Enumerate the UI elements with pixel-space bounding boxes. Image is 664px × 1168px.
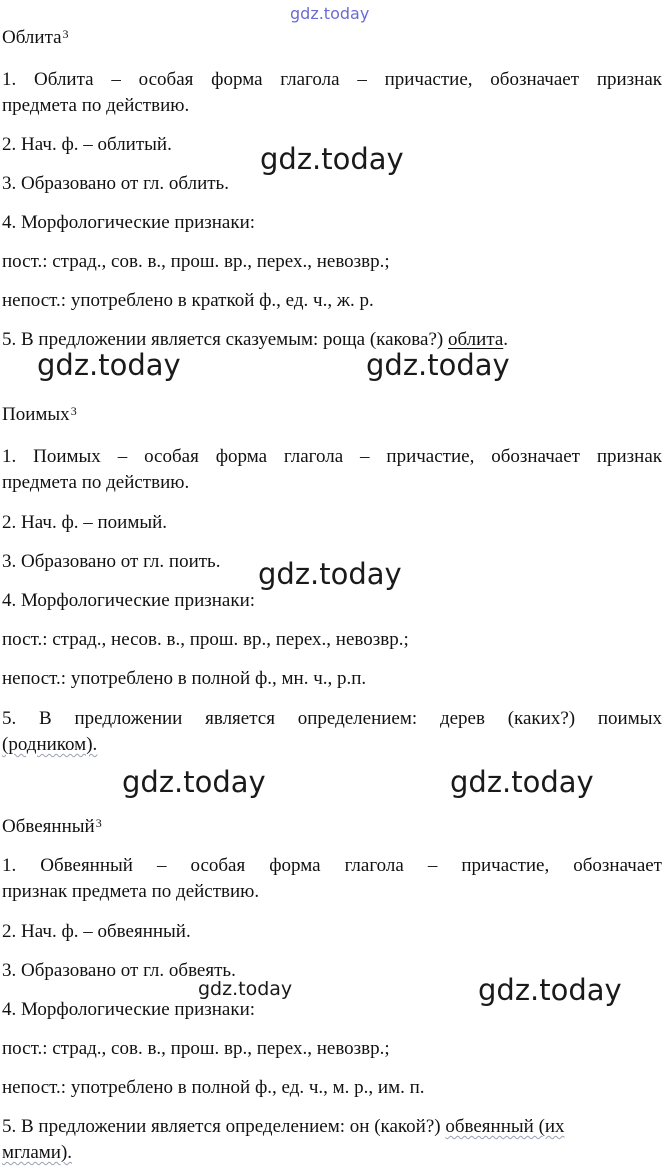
section-heading [2,26,69,50]
paragraph-line: 4. Морфологические признаки: [2,590,256,611]
paragraph-line: 5. В предложении является определением: он (какой?) обвеянный (их [2,1116,565,1137]
paragraph-line: предмета по действию. [2,95,190,116]
paragraph-line: предмета по действию. [2,472,190,493]
section-title: Облита [2,27,62,48]
watermark: gdz.today [450,765,594,799]
paragraph-line [2,733,97,757]
paragraph-line: 3. Образовано от гл. поить. [2,551,221,572]
watermark: gdz.today [198,978,293,1000]
footnote-mark: 3 [70,404,77,418]
paragraph-line: пост.: страд., сов. в., прош. вр., перех., невозвр.; [2,251,390,272]
paragraph-line: 2. Нач. ф. – поимый. [2,512,168,533]
watermark: gdz.today [478,973,622,1007]
paragraph-line: 3. Образовано от гл. облить. [2,173,229,194]
footnote-mark: 3 [62,27,69,41]
paragraph-line: 1. Обвеянный – особая форма глагола – причастие, обозначает [2,855,662,876]
paragraph-line: 2. Нач. ф. – обвеянный. [2,921,191,942]
paragraph-line: 1. Поимых – особая форма глагола – причастие, обозначает признак [2,446,662,467]
paragraph-line: признак предмета по действию. [2,881,260,902]
underlined-phrase: обвеянный (их [445,1116,565,1137]
watermark: gdz.today [290,4,370,23]
paragraph-line [2,1141,72,1165]
watermark: gdz.today [366,348,510,382]
underlined-phrase: мглами). [2,1142,73,1163]
watermark: gdz.today [122,765,266,799]
paragraph-line: 5. В предложении является определением: дерев (каких?) поимых [2,708,662,729]
underlined-word: облита [447,329,504,350]
footnote-mark: 3 [95,816,102,830]
paragraph-line: 1. Облита – особая форма глагола – причастие, обозначает признак [2,69,662,90]
paragraph-line: 4. Морфологические признаки: [2,212,256,233]
section-title: Поимых [2,404,70,425]
paragraph-line: 4. Морфологические признаки: [2,999,256,1020]
section-heading [2,815,102,839]
watermark: gdz.today [37,348,181,382]
section-title: Обвеянный [2,816,95,837]
section-heading [2,403,77,427]
paragraph-line: 3. Образовано от гл. обвеять. [2,960,236,981]
paragraph-line: непост.: употреблено в полной ф., мн. ч., р.п. [2,668,367,689]
underlined-phrase: (родником). [2,734,98,755]
paragraph-line: 5. В предложении является сказуемым: роща (какова?) облита. [2,329,509,350]
paragraph-line: непост.: употреблено в краткой ф., ед. ч., ж. р. [2,290,374,311]
paragraph-line: 2. Нач. ф. – облитый. [2,134,172,155]
paragraph-line: пост.: страд., сов. в., прош. вр., перех., невозвр.; [2,1038,390,1059]
paragraph-line: непост.: употреблено в полной ф., ед. ч., м. р., им. п. [2,1077,425,1098]
watermark: gdz.today [260,142,404,176]
paragraph-line: пост.: страд., несов. в., прош. вр., перех., невозвр.; [2,629,409,650]
watermark: gdz.today [258,557,402,591]
